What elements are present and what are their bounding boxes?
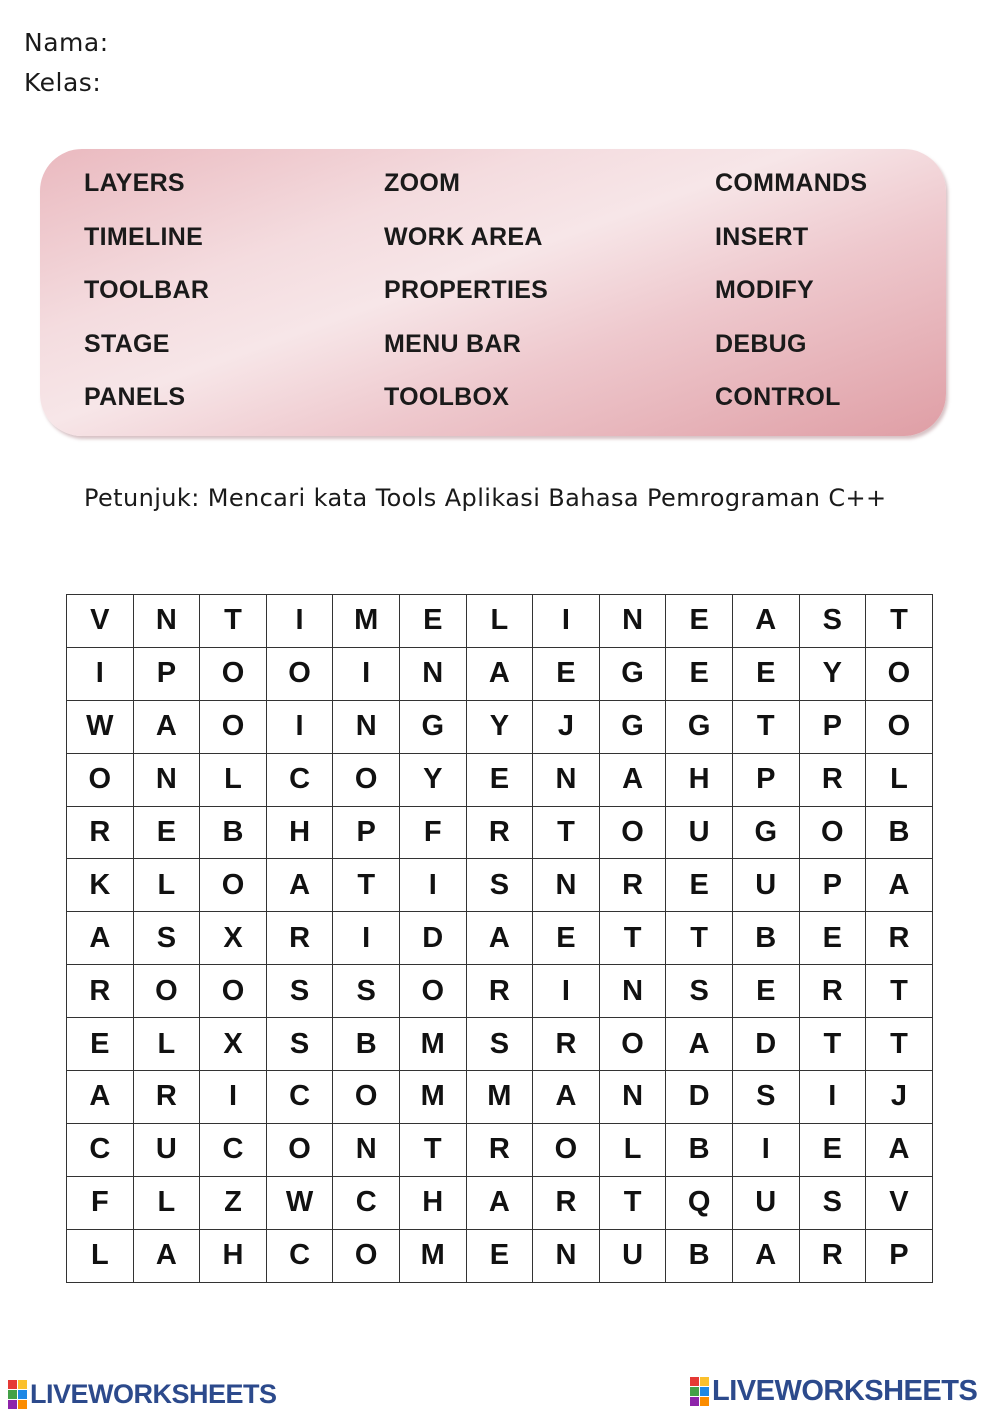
grid-cell[interactable]: D (399, 912, 466, 965)
grid-cell[interactable]: O (333, 1229, 400, 1282)
grid-cell[interactable]: X (200, 912, 267, 965)
instruction-text: Petunjuk: Mencari kata Tools Aplikasi Bahasa Pemrograman C++ (84, 484, 887, 512)
grid-cell[interactable]: A (67, 1071, 134, 1124)
grid-row (67, 965, 933, 1018)
grid-cell[interactable]: P (799, 700, 866, 753)
grid-row (67, 1071, 933, 1124)
grid-cell[interactable]: O (200, 965, 267, 1018)
grid-cell[interactable]: L (133, 1176, 200, 1229)
liveworksheets-logo-icon (8, 1380, 27, 1409)
grid-cell[interactable]: A (133, 700, 200, 753)
grid-cell[interactable]: A (466, 912, 533, 965)
grid-cell[interactable]: S (799, 595, 866, 648)
grid-cell[interactable]: I (333, 912, 400, 965)
grid-cell[interactable]: L (200, 753, 267, 806)
grid-cell[interactable]: T (866, 595, 933, 648)
word-list-item: STAGE (84, 329, 170, 358)
grid-cell[interactable]: B (200, 806, 267, 859)
grid-cell[interactable]: F (67, 1176, 134, 1229)
grid-cell[interactable]: S (133, 912, 200, 965)
liveworksheets-brand-left (8, 1379, 277, 1410)
logo-square (8, 1390, 17, 1399)
grid-cell[interactable]: O (266, 1123, 333, 1176)
grid-cell[interactable]: L (133, 859, 200, 912)
grid-cell[interactable]: O (200, 859, 267, 912)
grid-cell[interactable]: T (732, 700, 799, 753)
grid-cell[interactable]: R (599, 859, 666, 912)
grid-cell[interactable]: T (533, 806, 600, 859)
grid-cell[interactable]: O (399, 965, 466, 1018)
grid-cell[interactable]: B (333, 1018, 400, 1071)
grid-row (67, 595, 933, 648)
grid-cell[interactable]: I (266, 700, 333, 753)
grid-cell[interactable]: I (399, 859, 466, 912)
grid-cell[interactable]: F (399, 806, 466, 859)
grid-cell[interactable]: T (666, 912, 733, 965)
grid-cell[interactable]: E (732, 647, 799, 700)
grid-cell[interactable]: O (866, 647, 933, 700)
grid-cell[interactable]: S (799, 1176, 866, 1229)
logo-square (700, 1397, 709, 1406)
grid-cell[interactable]: M (399, 1018, 466, 1071)
word-list-item: COMMANDS (715, 169, 868, 197)
grid-cell[interactable]: U (133, 1123, 200, 1176)
grid-row (67, 1176, 933, 1229)
grid-cell[interactable]: N (533, 753, 600, 806)
grid-cell[interactable]: O (799, 806, 866, 859)
word-search-grid[interactable] (66, 594, 933, 1283)
grid-cell[interactable]: J (866, 1071, 933, 1124)
logo-square (18, 1380, 27, 1389)
grid-cell[interactable]: I (799, 1071, 866, 1124)
word-list-column (384, 165, 548, 433)
grid-cell[interactable]: O (266, 647, 333, 700)
grid-cell[interactable]: R (466, 806, 533, 859)
grid-cell[interactable]: A (133, 1229, 200, 1282)
logo-square (8, 1400, 17, 1409)
grid-cell[interactable]: C (266, 1071, 333, 1124)
grid-cell[interactable]: A (866, 1123, 933, 1176)
grid-cell[interactable]: M (333, 595, 400, 648)
grid-cell[interactable]: T (399, 1123, 466, 1176)
grid-cell[interactable]: R (266, 912, 333, 965)
grid-row (67, 912, 933, 965)
logo-square (18, 1390, 27, 1399)
word-list-box (40, 149, 946, 436)
grid-cell[interactable]: E (799, 1123, 866, 1176)
grid-cell[interactable]: A (866, 859, 933, 912)
grid-cell[interactable]: W (67, 700, 134, 753)
grid-cell[interactable]: D (666, 1071, 733, 1124)
grid-cell[interactable]: N (133, 753, 200, 806)
grid-cell[interactable]: W (266, 1176, 333, 1229)
grid-cell[interactable]: R (466, 965, 533, 1018)
grid-cell[interactable]: A (466, 1176, 533, 1229)
grid-cell[interactable]: G (399, 700, 466, 753)
grid-row (67, 647, 933, 700)
grid-cell[interactable]: U (599, 1229, 666, 1282)
grid-cell[interactable]: I (200, 1071, 267, 1124)
grid-cell[interactable]: U (732, 1176, 799, 1229)
grid-cell[interactable]: H (266, 806, 333, 859)
grid-cell[interactable]: O (133, 965, 200, 1018)
grid-cell[interactable]: O (333, 753, 400, 806)
grid-cell[interactable]: V (866, 1176, 933, 1229)
grid-cell[interactable]: E (67, 1018, 134, 1071)
word-list-item: MENU BAR (384, 329, 522, 358)
grid-cell[interactable]: P (333, 806, 400, 859)
grid-cell[interactable]: L (466, 595, 533, 648)
grid-row (67, 1229, 933, 1282)
grid-cell[interactable]: N (599, 595, 666, 648)
grid-cell[interactable]: S (266, 965, 333, 1018)
grid-cell[interactable]: G (599, 700, 666, 753)
grid-cell[interactable]: P (133, 647, 200, 700)
grid-row (67, 1018, 933, 1071)
grid-cell[interactable]: I (533, 595, 600, 648)
grid-cell[interactable]: H (399, 1176, 466, 1229)
grid-cell[interactable]: T (866, 1018, 933, 1071)
grid-cell[interactable]: A (266, 859, 333, 912)
grid-cell[interactable]: M (466, 1071, 533, 1124)
logo-square (8, 1380, 17, 1389)
word-list-item: INSERT (715, 222, 809, 251)
grid-cell[interactable]: A (732, 595, 799, 648)
grid-cell[interactable]: M (399, 1229, 466, 1282)
grid-cell[interactable]: N (133, 595, 200, 648)
grid-cell[interactable]: G (666, 700, 733, 753)
grid-cell[interactable]: I (732, 1123, 799, 1176)
grid-cell[interactable]: U (666, 806, 733, 859)
grid-cell[interactable]: S (466, 1018, 533, 1071)
grid-cell[interactable]: S (333, 965, 400, 1018)
grid-cell[interactable]: E (533, 647, 600, 700)
logo-square (700, 1377, 709, 1386)
grid-cell[interactable]: E (732, 965, 799, 1018)
grid-cell[interactable]: S (666, 965, 733, 1018)
grid-cell[interactable]: R (466, 1123, 533, 1176)
logo-square (690, 1387, 699, 1396)
grid-row (67, 1123, 933, 1176)
grid-cell[interactable]: X (200, 1018, 267, 1071)
grid-cell[interactable]: C (200, 1123, 267, 1176)
grid-cell[interactable]: I (266, 595, 333, 648)
word-list-item: DEBUG (715, 329, 807, 358)
grid-cell[interactable]: O (866, 700, 933, 753)
grid-cell[interactable]: O (533, 1123, 600, 1176)
grid-row (67, 806, 933, 859)
grid-cell[interactable]: E (133, 806, 200, 859)
grid-cell[interactable]: E (666, 859, 733, 912)
grid-cell[interactable]: L (599, 1123, 666, 1176)
grid-cell[interactable]: A (67, 912, 134, 965)
grid-cell[interactable]: P (866, 1229, 933, 1282)
grid-cell[interactable]: I (533, 965, 600, 1018)
kelas-label: Kelas: (24, 68, 102, 97)
grid-cell[interactable]: N (533, 859, 600, 912)
nama-label: Nama: (24, 28, 109, 57)
grid-cell[interactable]: I (333, 647, 400, 700)
grid-cell[interactable]: S (266, 1018, 333, 1071)
grid-cell[interactable]: R (67, 965, 134, 1018)
grid-cell[interactable]: Y (466, 700, 533, 753)
grid-cell[interactable]: B (666, 1229, 733, 1282)
grid-cell[interactable]: B (866, 806, 933, 859)
grid-cell[interactable]: G (599, 647, 666, 700)
grid-cell[interactable]: H (200, 1229, 267, 1282)
grid-cell[interactable]: E (466, 753, 533, 806)
grid-cell[interactable]: T (599, 1176, 666, 1229)
grid-cell[interactable]: C (266, 753, 333, 806)
grid-cell[interactable]: J (533, 700, 600, 753)
grid-cell[interactable]: S (732, 1071, 799, 1124)
grid-row (67, 859, 933, 912)
logo-square (690, 1377, 699, 1386)
grid-cell[interactable]: T (333, 859, 400, 912)
grid-cell[interactable]: N (599, 965, 666, 1018)
grid-cell[interactable]: N (533, 1229, 600, 1282)
word-list-item: TIMELINE (84, 222, 204, 251)
grid-row (67, 753, 933, 806)
grid-cell[interactable]: H (666, 753, 733, 806)
grid-cell[interactable]: C (333, 1176, 400, 1229)
grid-cell[interactable]: E (533, 912, 600, 965)
grid-cell[interactable]: C (67, 1123, 134, 1176)
word-list-item: PANELS (84, 383, 186, 412)
grid-cell[interactable]: E (666, 595, 733, 648)
word-list-item: PROPERTIES (384, 276, 549, 305)
grid-cell[interactable]: B (732, 912, 799, 965)
grid-cell[interactable]: D (732, 1018, 799, 1071)
grid-cell[interactable]: T (799, 1018, 866, 1071)
grid-cell[interactable]: A (666, 1018, 733, 1071)
grid-cell[interactable]: E (799, 912, 866, 965)
logo-square (18, 1400, 27, 1409)
grid-cell[interactable]: R (799, 753, 866, 806)
grid-cell[interactable]: O (200, 700, 267, 753)
grid-cell[interactable]: N (333, 1123, 400, 1176)
word-list-item: WORK AREA (384, 222, 543, 251)
grid-cell[interactable]: R (866, 912, 933, 965)
grid-cell[interactable]: R (799, 965, 866, 1018)
grid-cell[interactable]: A (732, 1229, 799, 1282)
grid-cell[interactable]: A (599, 753, 666, 806)
liveworksheets-brand-right (690, 1375, 977, 1408)
word-list-column (715, 165, 867, 433)
grid-cell[interactable]: B (666, 1123, 733, 1176)
grid-cell[interactable]: P (799, 859, 866, 912)
brand-text: LIVEWORKSHEETS (30, 1379, 277, 1409)
grid-cell[interactable]: L (866, 753, 933, 806)
word-list-item: CONTROL (715, 383, 841, 412)
grid-cell[interactable]: V (67, 595, 134, 648)
grid-cell[interactable]: L (67, 1229, 134, 1282)
grid-row (67, 700, 933, 753)
grid-cell[interactable]: T (866, 965, 933, 1018)
grid-cell[interactable]: R (133, 1071, 200, 1124)
grid-cell[interactable]: N (599, 1071, 666, 1124)
word-list-item: LAYERS (84, 169, 185, 197)
grid-cell[interactable]: U (732, 859, 799, 912)
grid-cell[interactable]: K (67, 859, 134, 912)
word-list-item: ZOOM (384, 169, 461, 197)
grid-cell[interactable]: C (266, 1229, 333, 1282)
logo-square (690, 1397, 699, 1406)
grid-cell[interactable]: R (799, 1229, 866, 1282)
grid-cell[interactable]: Q (666, 1176, 733, 1229)
grid-cell[interactable]: T (200, 595, 267, 648)
grid-cell[interactable]: I (67, 647, 134, 700)
grid-cell[interactable]: R (533, 1176, 600, 1229)
grid-cell[interactable]: O (599, 1018, 666, 1071)
word-list-item: TOOLBAR (84, 276, 210, 305)
brand-text: LIVEWORKSHEETS (712, 1375, 978, 1407)
word-list-item: TOOLBOX (384, 383, 510, 412)
grid-cell[interactable]: O (599, 806, 666, 859)
grid-cell[interactable]: E (399, 595, 466, 648)
liveworksheets-logo-icon (690, 1377, 709, 1406)
grid-cell[interactable]: O (333, 1071, 400, 1124)
grid-cell[interactable]: M (399, 1071, 466, 1124)
grid-cell[interactable]: N (333, 700, 400, 753)
grid-cell[interactable]: S (466, 859, 533, 912)
grid-cell[interactable]: Y (799, 647, 866, 700)
grid-cell[interactable]: N (399, 647, 466, 700)
word-list-item: MODIFY (715, 276, 815, 305)
logo-square (700, 1387, 709, 1396)
grid-cell[interactable]: G (732, 806, 799, 859)
grid-cell[interactable]: A (533, 1071, 600, 1124)
grid-cell[interactable]: O (67, 753, 134, 806)
grid-cell[interactable]: L (133, 1018, 200, 1071)
grid-cell[interactable]: E (466, 1229, 533, 1282)
word-list-column (84, 165, 209, 433)
grid-cell[interactable]: T (599, 912, 666, 965)
grid-cell[interactable]: A (466, 647, 533, 700)
grid-cell[interactable]: E (666, 647, 733, 700)
grid-cell[interactable]: O (200, 647, 267, 700)
grid-cell[interactable]: R (67, 806, 134, 859)
grid-cell[interactable]: R (533, 1018, 600, 1071)
grid-cell[interactable]: P (732, 753, 799, 806)
grid-cell[interactable]: Z (200, 1176, 267, 1229)
grid-cell[interactable]: Y (399, 753, 466, 806)
